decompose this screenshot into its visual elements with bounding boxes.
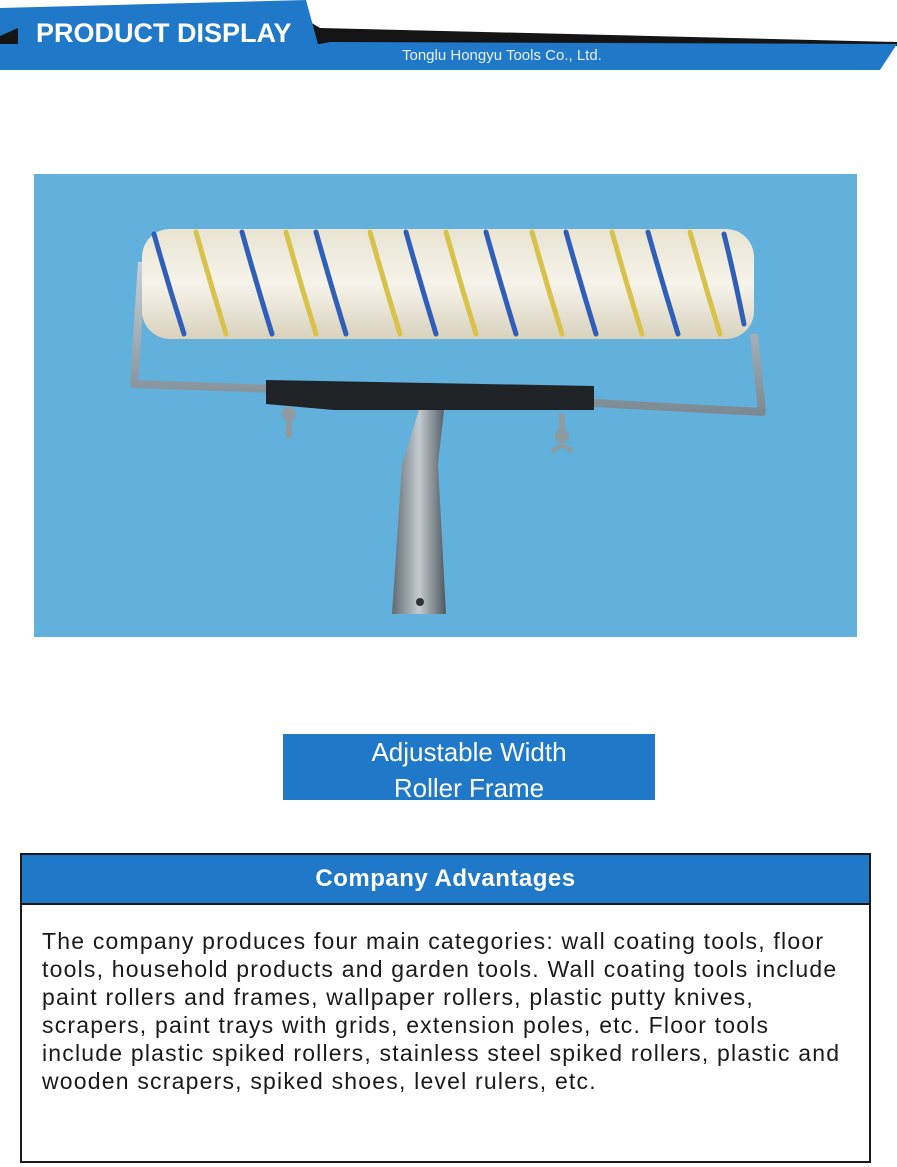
header-banner — [0, 0, 897, 72]
product-caption — [283, 734, 655, 803]
caption-line-1: Adjustable Width — [371, 737, 567, 767]
paint-roller-frame-photo — [34, 174, 857, 637]
company-name: Tonglu Hongyu Tools Co., Ltd. — [402, 47, 602, 64]
advantages-title: Company Advantages — [22, 855, 869, 905]
page-title: PRODUCT DISPLAY — [36, 18, 292, 48]
product-image — [34, 174, 857, 637]
caption-line-2: Roller Frame — [393, 773, 545, 803]
advantages-body: The company produces four main categories: wall coating tools, floor tools, household products and garden tools. Wall coating tools include paint rollers and frames, wallpaper rollers, plastic putty knives, scrapers, paint trays with grids, extension poles, etc. Floor tools include plastic spiked rollers, stainless steel spiked rollers, plastic and wooden scrapers, spiked shoes, level rulers, etc. — [42, 928, 841, 1094]
advantages-box — [20, 853, 871, 1163]
